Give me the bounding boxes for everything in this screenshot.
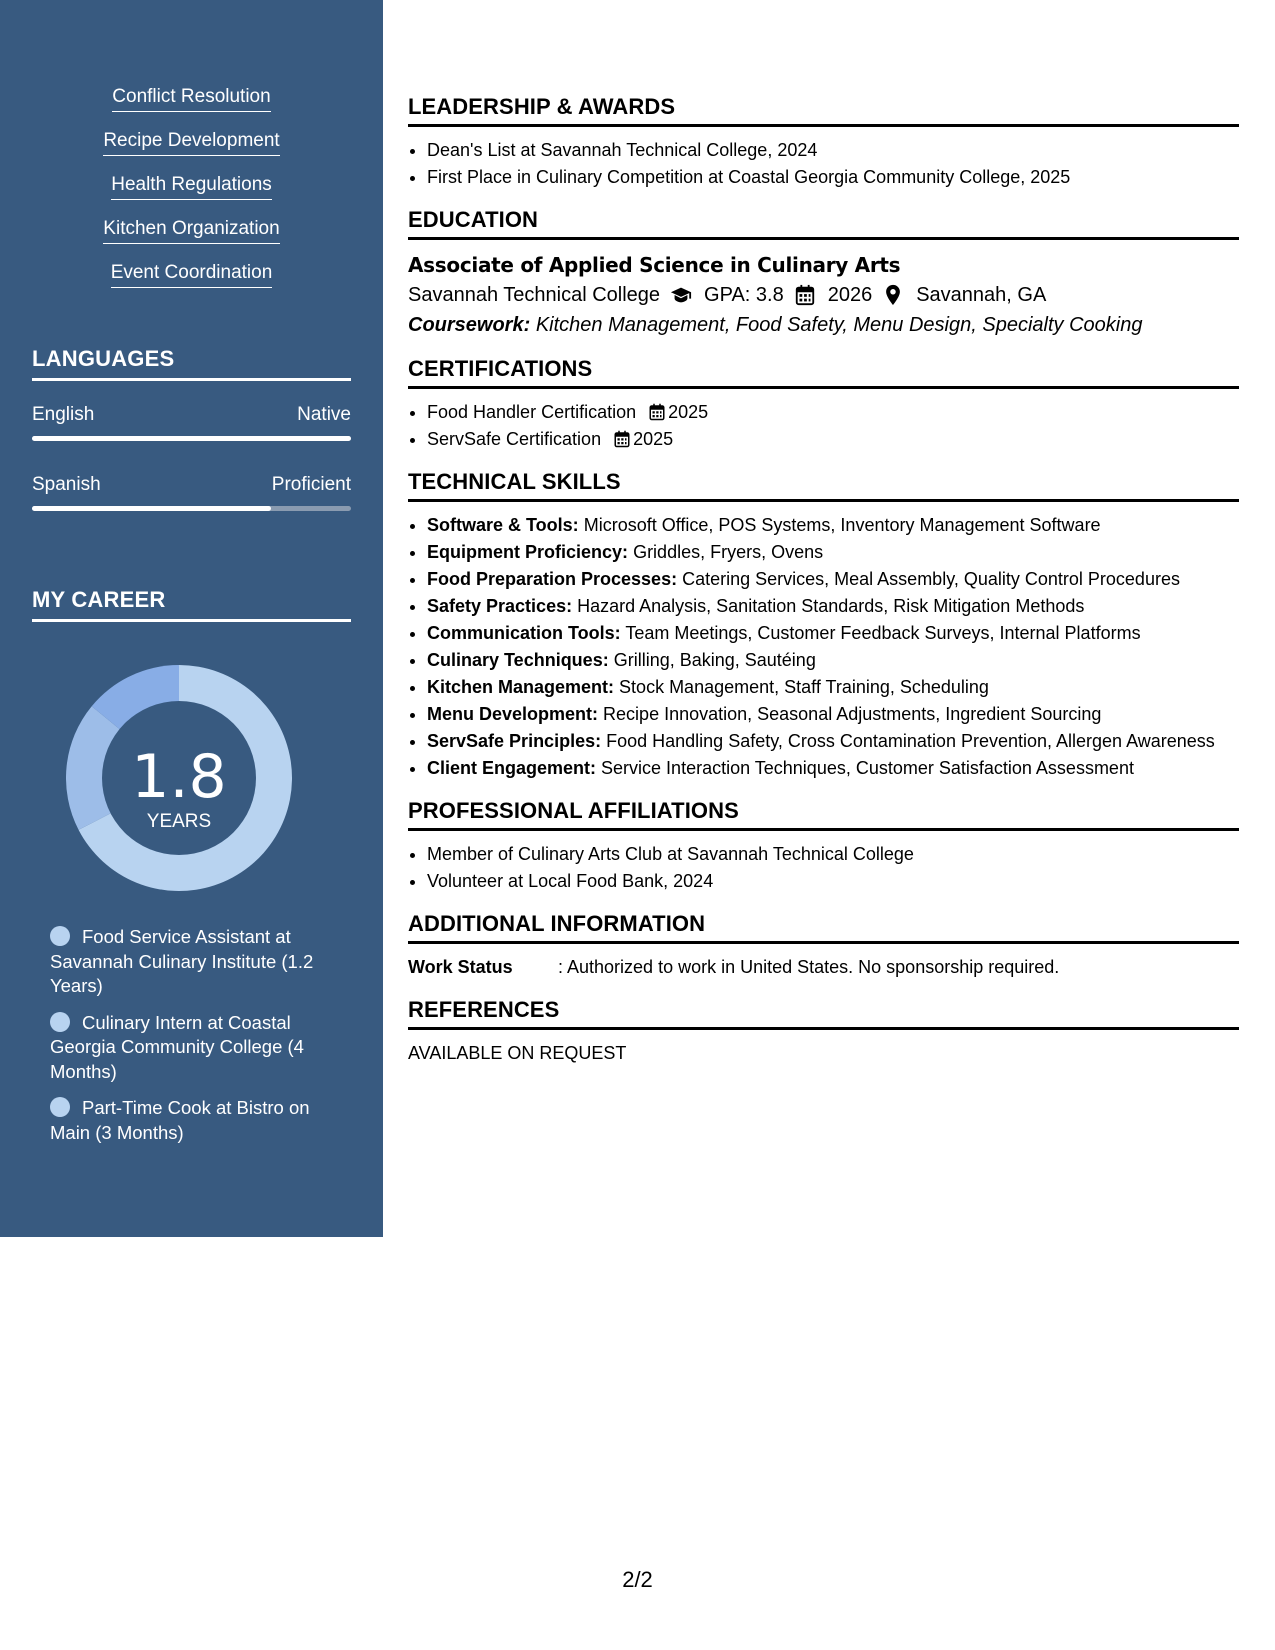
language-level: Proficient [271, 474, 351, 495]
skill-value: Team Meetings, Customer Feedback Surveys, Internal Platforms [625, 623, 1141, 643]
education-title: EDUCATION [408, 207, 1239, 240]
skill-label: Communication Tools: [427, 623, 621, 643]
career-item [50, 925, 340, 999]
skill-label: Culinary Techniques: [427, 650, 609, 670]
work-status-label: Work Status [408, 957, 513, 977]
skill-item: Health Regulations [111, 174, 272, 200]
skill-value: Service Interaction Techniques, Customer Satisfaction Assessment [601, 758, 1134, 778]
skill-value: Food Handling Safety, Cross Contamination Prevention, Allergen Awareness [606, 731, 1215, 751]
leadership-title: LEADERSHIP & AWARDS [408, 94, 1239, 127]
language-bar-fill [32, 436, 351, 441]
language-bar-fill [32, 506, 271, 511]
graduation-cap-icon [670, 284, 692, 306]
language-bar [32, 506, 351, 511]
career-bullet-icon [50, 926, 70, 946]
coursework-value: Kitchen Management, Food Safety, Menu Design, Specialty Cooking [535, 314, 1143, 336]
certification-year: 2025 [633, 429, 674, 449]
skill-value: Hazard Analysis, Sanitation Standards, Risk Mitigation Methods [577, 596, 1085, 616]
skill-item: Kitchen Organization [103, 218, 279, 244]
list-item: • Member of Culinary Arts Club at Savannah Technical College [427, 841, 1239, 868]
affiliations-list [408, 841, 1239, 895]
location-pin-icon [882, 284, 904, 306]
language-english [32, 404, 351, 441]
career-label: Culinary Intern at Coastal Georgia Community College (4 Months) [50, 1011, 304, 1082]
list-item [427, 647, 1239, 674]
skill-value: Stock Management, Staff Training, Scheduling [619, 677, 989, 697]
skill-label: Client Engagement: [427, 758, 597, 778]
education-coursework [408, 310, 1239, 340]
list-item [427, 566, 1239, 593]
education-year: 2026 [827, 284, 873, 306]
affiliations-title: PROFESSIONAL AFFILIATIONS [408, 798, 1239, 831]
list-item [427, 399, 1239, 426]
language-level: Native [297, 404, 351, 425]
career-list [50, 925, 340, 1157]
education-school: Savannah Technical College [408, 284, 661, 306]
education-location: Savannah, GA [916, 284, 1047, 306]
list-item [427, 620, 1239, 647]
language-bar [32, 436, 351, 441]
main-content [408, 94, 1239, 1067]
education-gpa: GPA: 3.8 [704, 284, 784, 306]
skill-value: Catering Services, Meal Assembly, Quality Control Procedures [682, 569, 1180, 589]
page-number: 2/2 [622, 1567, 653, 1592]
skill-label: Food Preparation Processes: [427, 569, 678, 589]
certification-year: 2025 [668, 402, 709, 422]
skill-item: Event Coordination [111, 262, 273, 288]
work-status-value: : Authorized to work in United States. No sponsorship required. [558, 957, 1060, 977]
skill-item: Conflict Resolution [112, 86, 270, 112]
list-item [427, 674, 1239, 701]
calendar-icon [613, 430, 631, 448]
language-spanish [32, 474, 351, 511]
skills-list [0, 86, 383, 306]
career-item [50, 1096, 340, 1145]
certification-name: ServSafe Certification [427, 429, 602, 449]
skill-value: Grilling, Baking, Sautéing [613, 650, 816, 670]
certifications-title: CERTIFICATIONS [408, 356, 1239, 389]
career-unit: YEARS [146, 811, 212, 832]
career-item [50, 1011, 340, 1085]
career-bullet-icon [50, 1012, 70, 1032]
certification-name: Food Handler Certification [427, 402, 637, 422]
language-name: English [32, 404, 95, 425]
career-label: Part-Time Cook at Bistro on Main (3 Months) [50, 1097, 310, 1143]
skill-label: Kitchen Management: [427, 677, 615, 697]
list-item [427, 701, 1239, 728]
skill-value: Griddles, Fryers, Ovens [633, 542, 824, 562]
skill-value: Microsoft Office, POS Systems, Inventory Management Software [583, 515, 1101, 535]
references-text: AVAILABLE ON REQUEST [408, 1043, 627, 1063]
list-item: • First Place in Culinary Competition at Coastal Georgia Community College, 2025 [427, 164, 1239, 191]
career-bullet-icon [50, 1097, 70, 1117]
skill-label: ServSafe Principles: [427, 731, 602, 751]
work-status-row [408, 954, 1239, 981]
list-item [427, 512, 1239, 539]
coursework-label: Coursework: [408, 314, 531, 336]
list-item [427, 539, 1239, 566]
career-label: Food Service Assistant at Savannah Culinary Institute (1.2 Years) [50, 926, 314, 996]
sidebar [0, 0, 383, 1237]
skill-label: Equipment Proficiency: [427, 542, 629, 562]
career-donut-chart [66, 665, 292, 891]
skill-item: Recipe Development [103, 130, 279, 156]
education-degree: Associate of Applied Science in Culinary Arts [408, 253, 901, 277]
list-item [427, 755, 1239, 782]
list-item: • Dean's List at Savannah Technical College, 2024 [427, 137, 1239, 164]
technical-skills-title: TECHNICAL SKILLS [408, 469, 1239, 502]
calendar-icon [648, 403, 666, 421]
list-item [427, 426, 1239, 453]
education-details [408, 280, 1239, 310]
list-item: • Volunteer at Local Food Bank, 2024 [427, 868, 1239, 895]
skill-label: Safety Practices: [427, 596, 573, 616]
skill-label: Menu Development: [427, 704, 599, 724]
skill-label: Software & Tools: [427, 515, 579, 535]
leadership-list [408, 137, 1239, 191]
references-title: REFERENCES [408, 997, 1239, 1030]
list-item [427, 593, 1239, 620]
additional-info-title: ADDITIONAL INFORMATION [408, 911, 1239, 944]
career-title: MY CAREER [32, 587, 351, 622]
skill-value: Recipe Innovation, Seasonal Adjustments, Ingredient Sourcing [603, 704, 1102, 724]
technical-skills-list [408, 512, 1239, 782]
career-total: 1.8 [131, 742, 227, 812]
certifications-list [408, 399, 1239, 453]
calendar-icon [794, 284, 816, 306]
language-name: Spanish [32, 474, 101, 495]
list-item [427, 728, 1239, 755]
languages-title: LANGUAGES [32, 346, 351, 381]
